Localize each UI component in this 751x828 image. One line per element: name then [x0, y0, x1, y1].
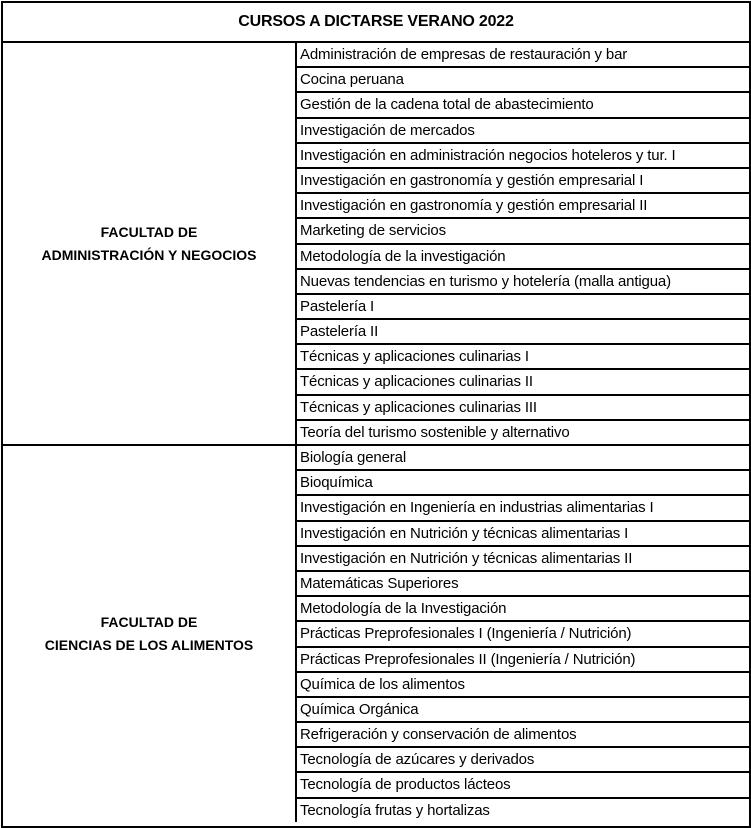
course-row: Técnicas y aplicaciones culinarias I — [297, 345, 749, 370]
course-row: Gestión de la cadena total de abastecimiento — [297, 93, 749, 118]
course-row: Prácticas Preprofesionales II (Ingeniería / Nutrición) — [297, 648, 749, 673]
course-row: Bioquímica — [297, 471, 749, 496]
faculty-name — [3, 446, 297, 822]
course-row: Administración de empresas de restauración y bar — [297, 43, 749, 68]
course-row: Metodología de la investigación — [297, 245, 749, 270]
course-list — [297, 43, 749, 444]
faculty-name-line1: FACULTAD DE — [100, 613, 198, 630]
faculty-name — [3, 43, 297, 444]
course-row: Tecnología de azúcares y derivados — [297, 748, 749, 773]
course-row: Marketing de servicios — [297, 219, 749, 244]
course-row: Investigación en administración negocios hoteleros y tur. I — [297, 144, 749, 169]
faculty-name-line1: FACULTAD DE — [100, 223, 198, 240]
course-row: Química de los alimentos — [297, 673, 749, 698]
course-row: Investigación en Nutrición y técnicas alimentarias II — [297, 547, 749, 572]
table-title: CURSOS A DICTARSE VERANO 2022 — [3, 3, 749, 43]
faculty-name-line2: ADMINISTRACIÓN Y NEGOCIOS — [41, 246, 257, 263]
course-row: Prácticas Preprofesionales I (Ingeniería / Nutrición) — [297, 622, 749, 647]
course-row: Nuevas tendencias en turismo y hotelería (malla antigua) — [297, 270, 749, 295]
faculty-block — [3, 446, 749, 822]
course-row: Técnicas y aplicaciones culinarias II — [297, 370, 749, 395]
course-row: Tecnología frutas y hortalizas — [300, 801, 490, 819]
course-row: Tecnología de productos lácteos — [297, 773, 749, 798]
course-list — [297, 446, 749, 822]
faculty-container — [3, 43, 749, 822]
course-row: Cocina peruana — [297, 68, 749, 93]
course-row: Investigación en Nutrición y técnicas alimentarias I — [297, 522, 749, 547]
course-row: Teoría del turismo sostenible y alternativo — [300, 423, 570, 441]
course-row: Técnicas y aplicaciones culinarias III — [297, 396, 749, 421]
course-row: Investigación en gastronomía y gestión empresarial I — [297, 169, 749, 194]
course-row: Investigación en Ingeniería en industrias alimentarias I — [297, 496, 749, 521]
course-row: Pastelería I — [297, 295, 749, 320]
faculty-block — [3, 43, 749, 446]
course-row: Química Orgánica — [297, 698, 749, 723]
course-row: Pastelería II — [297, 320, 749, 345]
courses-table — [1, 1, 751, 828]
course-row: Biología general — [297, 446, 749, 471]
course-row: Matemáticas Superiores — [297, 572, 749, 597]
course-row: Investigación de mercados — [297, 119, 749, 144]
course-row: Investigación en gastronomía y gestión empresarial II — [297, 194, 749, 219]
faculty-name-line2: CIENCIAS DE LOS ALIMENTOS — [44, 636, 254, 653]
course-row: Refrigeración y conservación de alimentos — [297, 723, 749, 748]
course-row: Metodología de la Investigación — [297, 597, 749, 622]
